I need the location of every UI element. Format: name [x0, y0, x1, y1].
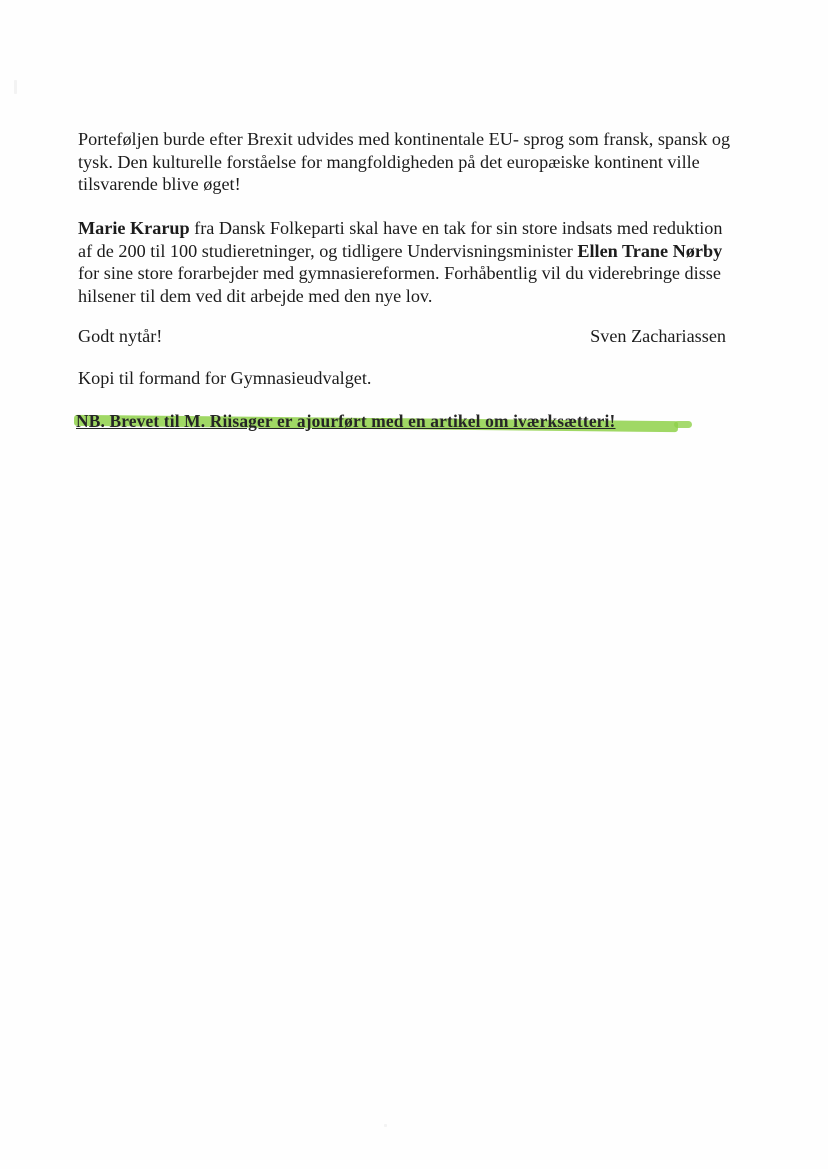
nb-note-block [76, 410, 615, 436]
closing-row [78, 325, 726, 348]
greeting: Godt nytår! [78, 326, 163, 346]
thanks-text-1: fra Dansk Folkeparti skal have en tak for sin store indsats med reduktion af de 200 til 100 studieretninger, og tidligere Undervisningsminister [78, 218, 723, 261]
copy-note: Kopi til formand for Gymnasieudvalget. [78, 368, 372, 388]
name-marie-krarup: Marie Krarup [78, 218, 190, 238]
highlighter-stroke-tail [674, 421, 692, 428]
scan-artifact [14, 80, 17, 94]
paragraph-thanks [78, 217, 740, 307]
thanks-text-2: for sine store forarbejder med gymnasiereformen. Forhåbentlig vil du viderebringe disse hilsener til dem ved dit arbejde med den nye lov. [78, 263, 721, 306]
nb-note: NB. Brevet til M. Riisager er ajourført med en artikel om iværksætteri! [76, 411, 616, 431]
paragraph-brexit-languages: Porteføljen burde efter Brexit udvides med kontinentale EU- sprog som fransk, spansk og tysk. Den kulturelle forståelse for mangfoldigheden på det europæiske kontinent ville tilsvarende blive øget! [78, 129, 731, 194]
signature: Sven Zachariassen [590, 326, 726, 346]
name-ellen-trane-norby: Ellen Trane Nørby [577, 240, 723, 261]
scan-artifact [384, 1124, 387, 1127]
